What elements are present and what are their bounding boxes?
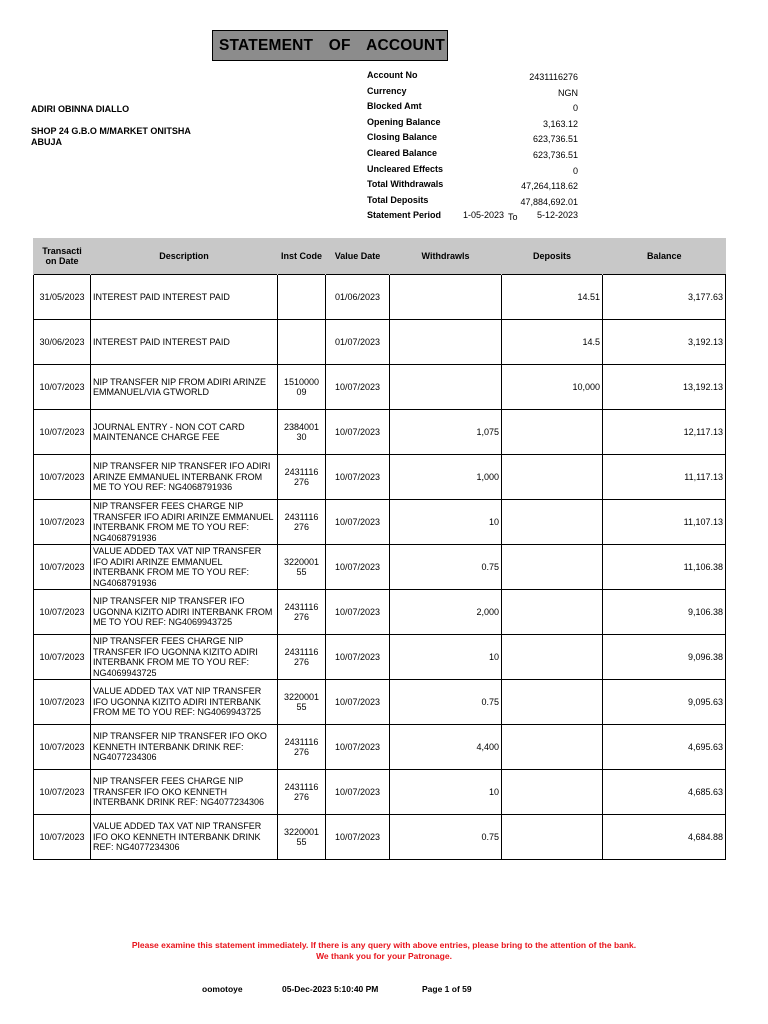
summary-value: 47,884,692.01 [520,196,578,207]
customer-address-line1: SHOP 24 G.B.O M/MARKET ONITSHA [31,126,191,136]
cell-date: 10/07/2023 [34,500,91,545]
printed-timestamp: 05-Dec-2023 5:10:40 PM [282,984,379,994]
cell-inst-code [278,320,326,365]
summary-value: 47,264,118.62 [521,181,578,192]
cell-value-date: 10/07/2023 [326,815,390,860]
page-number: Page 1 of 59 [422,984,472,994]
cell-withdrawal: 2,000 [390,590,502,635]
statement-title [212,30,448,61]
cell-withdrawal [390,275,502,320]
cell-withdrawal: 1,000 [390,455,502,500]
table-row [34,500,726,545]
cell-withdrawal: 0.75 [390,815,502,860]
transactions-body [34,275,726,860]
cell-withdrawal: 1,075 [390,410,502,455]
cell-description: JOURNAL ENTRY - NON COT CARD MAINTENANCE CHARGE FEE [91,410,278,455]
summary-label: Total Withdrawals [367,179,444,190]
col-inst-code-header: Inst Code [278,238,326,275]
cell-date: 10/07/2023 [34,770,91,815]
cell-balance: 13,192.13 [603,365,726,410]
cell-deposit: 14.5 [502,320,603,365]
period-from: 1-05-2023 [463,210,505,221]
cell-date: 10/07/2023 [34,815,91,860]
cell-inst-code: 2384001 30 [278,410,326,455]
cell-withdrawal [390,365,502,410]
cell-description: NIP TRANSFER FEES CHARGE NIP TRANSFER IFO ADIRI ARINZE EMMANUEL INTERBANK FROM ME TO YOU REF: NG4068791936 [91,500,278,545]
cell-description: INTEREST PAID INTEREST PAID [91,320,278,365]
cell-deposit [502,770,603,815]
summary-value: 0 [572,165,578,176]
cell-date: 10/07/2023 [34,410,91,455]
cell-balance: 11,117.13 [603,455,726,500]
table-header-row [34,238,726,275]
customer-name: ADIRI OBINNA DIALLO [31,104,130,114]
summary-value: 623,736.51 [532,134,578,145]
cell-withdrawal: 4,400 [390,725,502,770]
summary-value: 2431116276 [529,72,578,82]
summary-value: 623,736.51 [532,149,578,160]
summary-label: Opening Balance [367,116,441,127]
summary-label: Account No [367,70,418,80]
table-row [34,590,726,635]
cell-value-date: 10/07/2023 [326,725,390,770]
table-row [34,545,726,590]
summary-label: Cleared Balance [367,147,438,158]
summary-label: Blocked Amt [367,101,422,112]
summary-row [367,164,583,180]
cell-description: VALUE ADDED TAX VAT NIP TRANSFER IFO ADIRI ARINZE EMMANUEL INTERBANK FROM ME TO YOU REF: NG4068791936 [91,545,278,590]
summary-label: Closing Balance [367,132,438,143]
cell-deposit [502,635,603,680]
summary-value: 0 [572,103,578,114]
cell-inst-code: 2431116 276 [278,635,326,680]
cell-date: 10/07/2023 [34,545,91,590]
customer-address [31,126,191,148]
col-date-header: Transacti on Date [34,238,91,275]
cell-inst-code: 2431116 276 [278,770,326,815]
cell-balance: 4,685.63 [603,770,726,815]
account-summary [367,70,583,226]
col-description-header: Description [91,238,278,275]
summary-value: NGN [558,87,578,98]
cell-inst-code: 1510000 09 [278,365,326,410]
cell-date: 10/07/2023 [34,455,91,500]
cell-value-date: 10/07/2023 [326,680,390,725]
cell-date: 10/07/2023 [34,680,91,725]
cell-date: 30/06/2023 [34,320,91,365]
footer-notice [0,940,768,962]
cell-description: VALUE ADDED TAX VAT NIP TRANSFER IFO OKO KENNETH INTERBANK DRINK REF: NG4077234306 [91,815,278,860]
table-row [34,725,726,770]
cell-description: NIP TRANSFER NIP TRANSFER IFO ADIRI ARINZE EMMANUEL INTERBANK FROM ME TO YOU REF: NG4068791936 [91,455,278,500]
cell-description: NIP TRANSFER FEES CHARGE NIP TRANSFER IFO OKO KENNETH INTERBANK DRINK REF: NG4077234306 [91,770,278,815]
summary-row [367,86,583,102]
summary-row [367,132,583,148]
summary-row [367,148,583,164]
col-balance-header: Balance [603,238,726,275]
summary-row [367,101,583,117]
cell-deposit: 14.51 [502,275,603,320]
col-withdrawals-header: Withdrawls [390,238,502,275]
cell-deposit [502,590,603,635]
cell-value-date: 10/07/2023 [326,545,390,590]
cell-description: NIP TRANSFER NIP TRANSFER IFO UGONNA KIZITO ADIRI INTERBANK FROM ME TO YOU REF: NG4069943725 [91,590,278,635]
cell-date: 10/07/2023 [34,590,91,635]
cell-deposit [502,545,603,590]
summary-label: Currency [367,85,407,96]
period-to: 5-12-2023 [536,210,578,221]
transactions-table [33,238,726,860]
period-to-label: To [508,212,518,223]
cell-deposit [502,725,603,770]
summary-row [367,179,583,195]
cell-value-date: 01/06/2023 [326,275,390,320]
cell-deposit [502,410,603,455]
title-word-3: ACCOUNT [366,36,445,54]
cell-balance: 3,192.13 [603,320,726,365]
cell-balance: 11,106.38 [603,545,726,590]
cell-balance: 9,106.38 [603,590,726,635]
cell-date: 10/07/2023 [34,725,91,770]
notice-line-1: Please examine this statement immediately. If there is any query with above entries, please bring to the attention of the bank. [131,940,637,950]
notice-line-2: We thank you for your Patronage. [316,951,452,961]
cell-date: 10/07/2023 [34,635,91,680]
statement-period-label: Statement Period [367,210,442,221]
cell-value-date: 10/07/2023 [326,365,390,410]
table-row [34,770,726,815]
cell-value-date: 10/07/2023 [326,410,390,455]
cell-deposit [502,455,603,500]
cell-inst-code: 2431116 276 [278,590,326,635]
cell-date: 10/07/2023 [34,365,91,410]
table-row [34,635,726,680]
cell-balance: 9,096.38 [603,635,726,680]
cell-description: NIP TRANSFER NIP TRANSFER IFO OKO KENNETH INTERBANK DRINK REF: NG4077234306 [91,725,278,770]
cell-inst-code: 2431116 276 [278,725,326,770]
cell-description: NIP TRANSFER FEES CHARGE NIP TRANSFER IFO UGONNA KIZITO ADIRI INTERBANK FROM ME TO YOU REF: NG4069943725 [91,635,278,680]
cell-value-date: 10/07/2023 [326,455,390,500]
cell-inst-code [278,275,326,320]
cell-withdrawal [390,320,502,365]
cell-value-date: 01/07/2023 [326,320,390,365]
summary-label: Uncleared Effects [367,163,444,174]
cell-withdrawal: 0.75 [390,545,502,590]
col-deposits-header: Deposits [502,238,603,275]
cell-balance: 4,695.63 [603,725,726,770]
cell-value-date: 10/07/2023 [326,500,390,545]
cell-balance: 3,177.63 [603,275,726,320]
cell-value-date: 10/07/2023 [326,590,390,635]
col-value-date-header: Value Date [326,238,390,275]
summary-row [367,195,583,211]
title-word-1: STATEMENT [219,36,314,54]
table-row [34,365,726,410]
table-row [34,815,726,860]
summary-row [367,117,583,133]
cell-inst-code: 3220001 55 [278,815,326,860]
cell-description: VALUE ADDED TAX VAT NIP TRANSFER IFO UGONNA KIZITO ADIRI INTERBANK FROM ME TO YOU REF: NG4069943725 [91,680,278,725]
statement-period-row [367,210,583,226]
cell-inst-code: 3220001 55 [278,680,326,725]
cell-value-date: 10/07/2023 [326,635,390,680]
cell-deposit [502,815,603,860]
customer-address-line2: ABUJA [31,137,63,147]
cell-deposit [502,680,603,725]
summary-row [367,70,583,86]
cell-description: INTEREST PAID INTEREST PAID [91,275,278,320]
printed-by-user: oomotoye [202,984,243,994]
title-word-2: OF [328,36,351,54]
cell-inst-code: 2431116 276 [278,500,326,545]
table-row [34,455,726,500]
cell-balance: 4,684.88 [603,815,726,860]
cell-inst-code: 2431116 276 [278,455,326,500]
cell-value-date: 10/07/2023 [326,770,390,815]
cell-balance: 12,117.13 [603,410,726,455]
cell-deposit: 10,000 [502,365,603,410]
cell-withdrawal: 10 [390,635,502,680]
table-row [34,680,726,725]
cell-balance: 9,095.63 [603,680,726,725]
cell-date: 31/05/2023 [34,275,91,320]
cell-withdrawal: 10 [390,500,502,545]
cell-inst-code: 3220001 55 [278,545,326,590]
cell-withdrawal: 10 [390,770,502,815]
table-row [34,275,726,320]
cell-deposit [502,500,603,545]
cell-balance: 11,107.13 [603,500,726,545]
summary-value: 3,163.12 [542,118,578,129]
cell-description: NIP TRANSFER NIP FROM ADIRI ARINZE EMMANUEL/VIA GTWORLD [91,365,278,410]
cell-withdrawal: 0.75 [390,680,502,725]
summary-label: Total Deposits [367,194,429,205]
table-row [34,320,726,365]
table-row [34,410,726,455]
